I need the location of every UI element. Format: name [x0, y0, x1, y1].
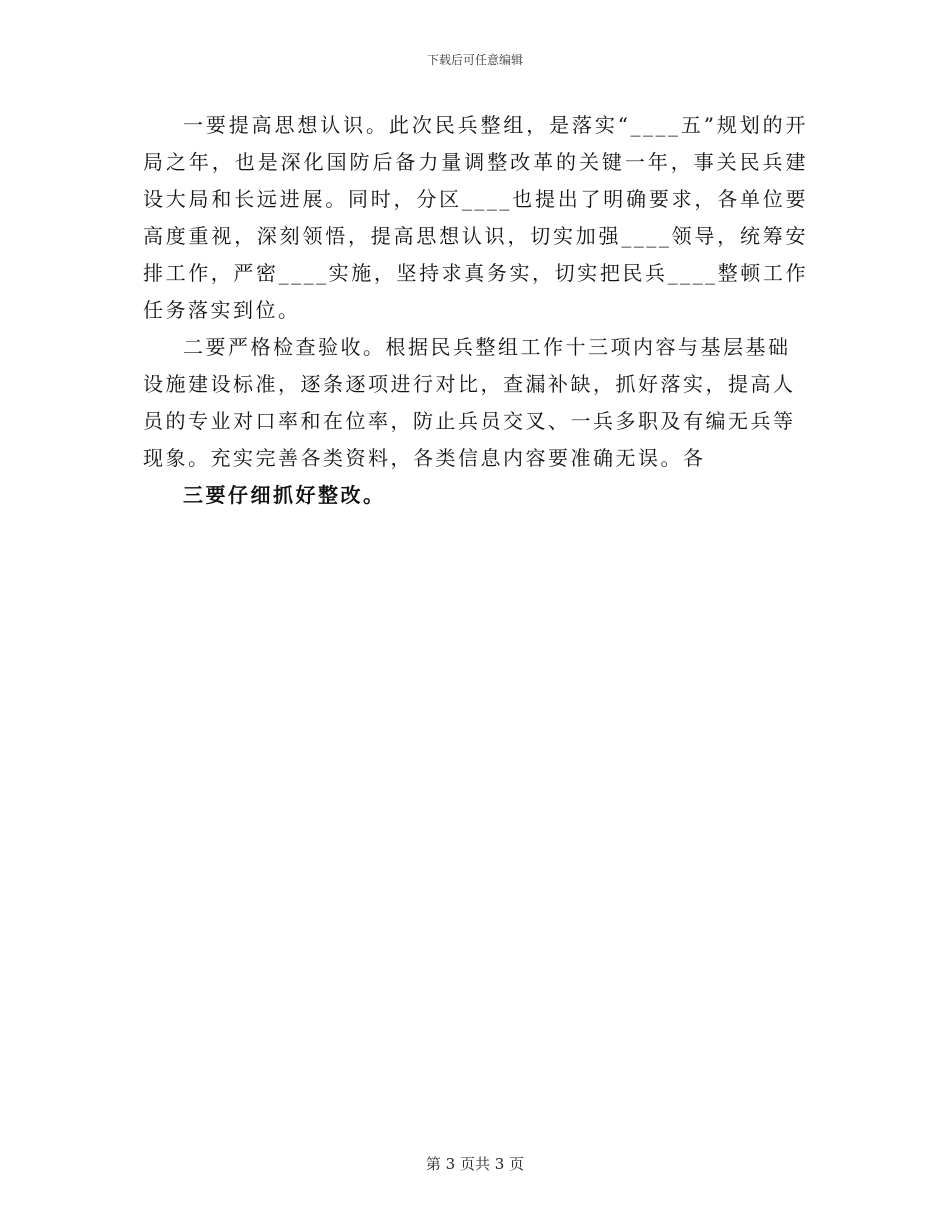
header-note: 下载后可任意编辑 — [426, 53, 523, 67]
paragraph-1: 一要提高思想认识。此次民兵整组，是落实“____五”规划的开局之年，也是深化国防后备力量调整改革的关键一年，事关民兵建设大局和长远进展。同时，分区____也提出了明确要求，各单位要高度重视，深刻领悟，提高思想认识，切实加强____领导，统筹安排工作，严密____实施，坚持求真务实，切实把民兵____整顿工作任务落实到位。 — [143, 113, 808, 322]
document-body — [143, 107, 808, 514]
paragraph-2: 二要严格检查验收。根据民兵整组工作十三项内容与基层基础设施建设标准，逐条逐项进行对比，查漏补缺，抓好落实，提高人员的专业对口率和在位率，防止兵员交叉、一兵多职及有编无兵等现象。充实完善各类资料，各类信息内容要准确无误。各 — [143, 335, 796, 470]
page-number: 第 3 页共 3 页 — [425, 1155, 525, 1173]
section-heading: 三要仔细抓好整改。 — [183, 483, 386, 507]
